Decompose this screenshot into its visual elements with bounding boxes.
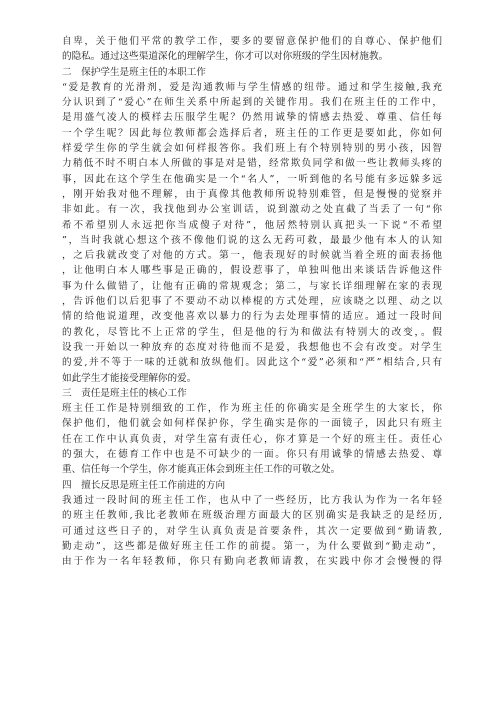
text-line: 保护他们，他们就会如何样保护你，学生确实是你的一面镜子，因此只有班主	[62, 418, 442, 430]
text-line: 如此学生才能接受理解你的爱。	[62, 372, 197, 384]
text-line: 事，因此在这个学生在他确实是一个“名人”，一听到他的名号能有多远躲多远	[62, 173, 442, 185]
text-line: 勤走动”，这些都是做好班主任工作的前提。第一，为什么要做到“勤走动”，	[62, 540, 442, 552]
text-line: 自卑，关于他们平常的教学工作，要多的要留意保护他们的自尊心、保护他们	[62, 36, 442, 47]
section-heading: 四 擅长反思是班主任工作前进的方向	[62, 479, 226, 491]
text-line: “爱是教育的光滑剂，爱是沟通教师与学生情感的纽带。通过和学生接触,我充	[62, 81, 442, 93]
text-line: ，告诉他们以后犯事了不要动不动以棒棍的方式处理，应该晓之以理、动之以	[62, 296, 442, 308]
text-line: 分认识到了“爱心”在师生关系中所起到的关键作用。我们在班主任的工作中，	[62, 97, 442, 109]
text-line: 可通过这些日子的，对学生认真负责是首要条件，其次一定要做到“勤请教,	[62, 525, 442, 537]
text-line: ，让他明白本人哪些事是正确的，假设惹事了，单独叫他出来谈话告诉他这件	[62, 265, 442, 277]
text-line: 是用盛气凌人的模样去压服学生呢？仍然用诚挚的情感去热爱、尊重、信任每	[62, 112, 442, 124]
text-line: 的强大，在德育工作中也是不可缺少的一面。你只有用诚挚的情感去热爱、尊	[62, 449, 442, 461]
text-line: 的教化，尽管比不上正常的学生，但是他的行为和做法有特别大的改变，。假	[62, 326, 442, 338]
text-line: 班主任工作是特别细致的工作，作为班主任的你确实是全班学生的大家长，你	[62, 403, 442, 415]
text-line: 由于作为一名年轻教师，你只有勤向老教师请教，在实践中你才会慢慢的得	[62, 556, 442, 568]
text-line: 任在工作中认真负责，对学生富有责任心，你才算是一个好的班主任。责任心	[62, 433, 442, 445]
text-line: 非如此。有一次，我找他到办公室训话，说到激动之处直截了当丢了一句“你	[62, 204, 442, 216]
text-line: 重、信任每一个学生，你才能真正体会到班主任工作的可敬之处。	[62, 464, 341, 476]
text-line: 力稍低不时不明白本人所做的事是对是错，经常欺负同学和做一些让教师头疼的	[62, 158, 442, 170]
text-line: 我通过一段时间的班主任工作，也从中了一些经历，比方我认为作为一名年轻	[62, 494, 442, 506]
document-page	[62, 34, 442, 569]
text-line: 的爱,并不等于一味的迁就和放纵他们。因此这个“爱”必须和“严”相结合,只有	[62, 357, 442, 369]
text-line: ”，当时我就心想这个孩不像他们说的这么无药可救，最最少他有本人的认知	[62, 234, 442, 246]
text-line: 希不希望别人永远把你当成傻子对待”，他居然特别认真把头一下说“不希望	[62, 219, 442, 231]
text-line: 样爱学生你的学生就会如何样报答你。我们班上有个特别特别的男小孩，因智	[62, 143, 442, 155]
text-line: ，之后我就改变了对他的方式。第一，他表现好的时候就当着全班的面表扬他	[62, 250, 442, 262]
text-line: 事为什么做错了，让他有正确的常规观念；第二，与家长详细理解在家的表现	[62, 280, 442, 292]
section-heading: 二 保护学生是班主任的本职工作	[62, 66, 206, 78]
text-line: 的隐私。通过这些渠道深化的理解学生，你才可以对你班级的学生因材施教。	[62, 51, 389, 63]
text-line: ，刚开始我对他不理解，由于真像其他教师所说特别难管，但是慢慢的觉察并	[62, 188, 442, 200]
text-line: 情的给他说道理，改变他喜欢以暴力的行为去处理事情的适应。通过一段时间	[62, 311, 442, 323]
text-line: 设我一开始以一种放弃的态度对待他而不是爱，我想他也不会有改变。对学生	[62, 341, 442, 353]
text-line: 一个学生呢？因此每位教师都会选择后者，班主任的工作更是要如此，你如何	[62, 127, 442, 139]
text-line: 的班主任教师,我比老教师在班级治理方面最大的区别确实是我缺乏的是经历,	[62, 510, 442, 522]
section-heading: 三 责任是班主任的核心工作	[62, 387, 187, 399]
